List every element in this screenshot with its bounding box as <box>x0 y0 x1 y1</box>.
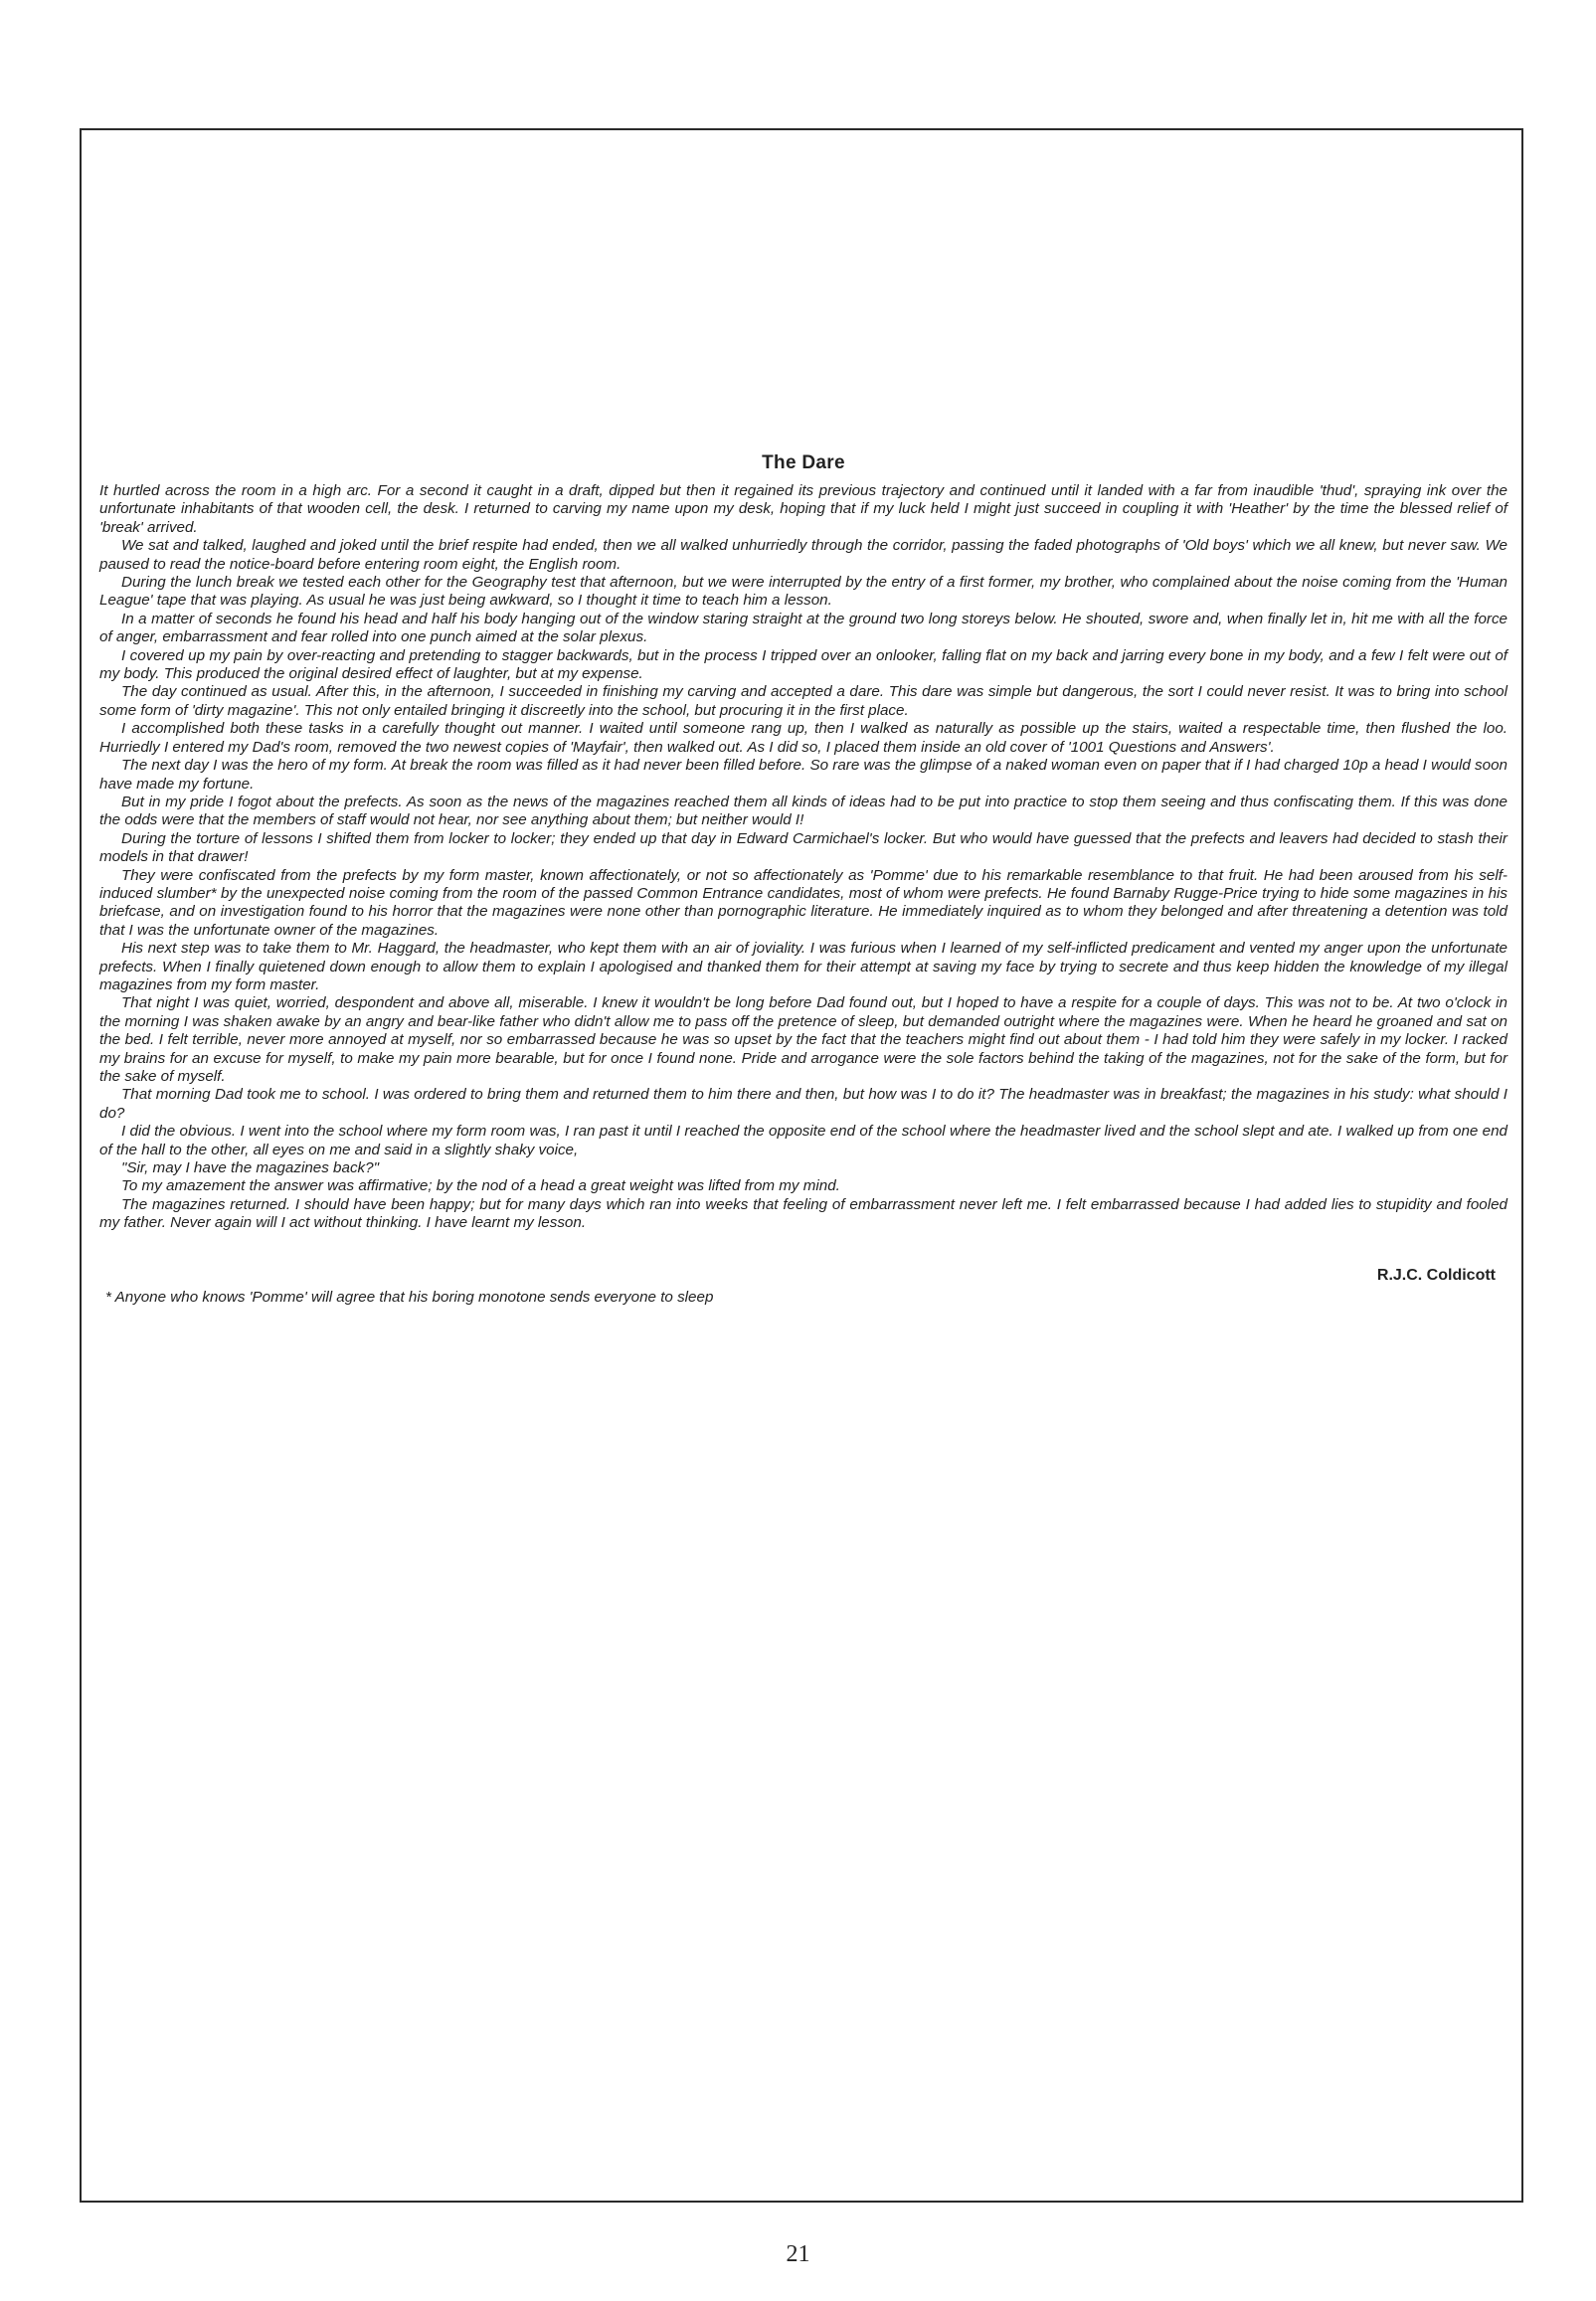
paragraph: "Sir, may I have the magazines back?" <box>121 1159 379 1177</box>
paragraph: That morning Dad took me to school. I was ordered to bring them and returned them to him there and then, but how was I to do it? The headmaster was in breakfast; the magazines in his study: what should I do? <box>99 1086 1507 1122</box>
paragraph: I accomplished both these tasks in a carefully thought out manner. I waited until someone rang up, then I walked as naturally as possible up the stairs, waited a respectable time, then flushed the loo. Hurriedly I entered my Dad's room, removed the two newest copies of 'Mayfair', then walked out. As I did so, I placed them inside an old cover of '1001 Questions and Answers'. <box>99 720 1507 756</box>
paragraph: It hurtled across the room in a high arc. For a second it caught in a draft, dipped but then it regained its previous trajectory and continued until it landed with a far from inaudible 'thud', spraying ink over the unfortunate inhabitants of that wooden cell, the desk. I returned to carving my name upon my desk, hoping that if my luck held I might just succeed in coupling it with 'Heather' by the time the blessed relief of 'break' arrived. <box>99 482 1507 536</box>
paragraph: During the torture of lessons I shifted them from locker to locker; they ended up that day in Edward Carmichael's locker. But who would have guessed that the prefects and leavers had decided to stash their models in that drawer! <box>99 829 1507 866</box>
paragraph: But in my pride I fogot about the prefects. As soon as the news of the magazines reached them all kinds of ideas had to be put into practice to stop them seeing and thus confiscating them. If this was done the odds were that the members of staff would not hear, nor see anything about them; but neither would I! <box>99 793 1507 829</box>
paragraph: I covered up my pain by over-reacting and pretending to stagger backwards, but in the process I tripped over an onlooker, falling flat on my back and jarring every bone in my body, and a few I felt were out of my body. This produced the original desired effect of laughter, but at my expense. <box>99 646 1507 683</box>
paragraph: I did the obvious. I went into the school where my form room was, I ran past it until I reached the opposite end of the school where the headmaster lived and the school slept and ate. I walked up from one end of the hall to the other, all eyes on me and said in a slightly shaky voice, <box>99 1123 1507 1158</box>
page-number: 21 <box>786 2241 810 2267</box>
paragraph: We sat and talked, laughed and joked until the brief respite had ended, then we all walked unhurriedly through the corridor, passing the faded photographs of 'Old boys' which we all knew, but never saw. We paused to read the notice-board before entering room eight, the English room. <box>99 537 1507 573</box>
paragraph: During the lunch break we tested each other for the Geography test that afternoon, but we were interrupted by the entry of a first former, my brother, who complained about the noise coming from the 'Human League' tape that was playing. As usual he was just being awkward, so I thought it time to teach him a lesson. <box>99 574 1507 610</box>
paragraph: The day continued as usual. After this, in the afternoon, I succeeded in finishing my carving and accepted a dare. This dare was simple but dangerous, the sort I could never resist. It was to bring into school some form of 'dirty magazine'. This not only entailed bringing it discreetly into the school, but procuring it in the first place. <box>99 683 1507 719</box>
article <box>99 452 1507 1306</box>
paragraph: The magazines returned. I should have been happy; but for many days which ran into weeks that feeling of embarrassment never left me. I felt embarrassed because I had added lies to stupidity and fooled my father. Never again will I act without thinking. I have learnt my lesson. <box>99 1195 1507 1232</box>
article-body <box>99 482 1507 1233</box>
author-signature: R.J.C. Coldicott <box>1376 1266 1496 1284</box>
paragraph: The next day I was the hero of my form. At break the room was filled as it had never been filled before. So rare was the glimpse of a naked woman even on paper that if I had charged 10p a head I would soon have made my fortune. <box>99 757 1507 793</box>
paragraph: They were confiscated from the prefects by my form master, known affectionately, or not so affectionately as 'Pomme' due to his remarkable resemblance to that fruit. He had been aroused from his self-induced slumber* by the unexpected noise coming from the room of the passed Common Entrance candidates, most of whom were prefects. He found Barnaby Rugge-Price trying to hide some magazines in his briefcase, and on investigation found to his horror that the magazines were none other than pornographic literature. He immediately inquired as to whom they belonged and after threatening a detention was told that I was the unfortunate owner of the magazines. <box>99 866 1507 939</box>
paragraph: That night I was quiet, worried, despondent and above all, miserable. I knew it wouldn't be long before Dad found out, but I hoped to have a respite for a couple of days. This was not to be. At two o'clock in the morning I was shaken awake by an angry and bear-like father who didn't allow me to pass off the pretence of sleep, but demanded outright where the magazines were. When he heard he groaned and sat on the bed. I felt terrible, never more annoyed at myself, nor so embarrassed because he was so upset by the fact that the teachers might find out about them - I had told him they were safely in my locker. I racked my brains for an excuse for myself, to make my pain more bearable, but for once I found none. Pride and arrogance were the sole factors behind the taking of the magazines, not for the sake of the form, but for the sake of myself. <box>99 994 1507 1085</box>
article-title: The Dare <box>762 452 845 473</box>
paragraph: To my amazement the answer was affirmative; by the nod of a head a great weight was lifted from my mind. <box>121 1177 840 1195</box>
footnote: * Anyone who knows 'Pomme' will agree that his boring monotone sends everyone to sleep <box>105 1288 714 1306</box>
paragraph: His next step was to take them to Mr. Haggard, the headmaster, who kept them with an air of joviality. I was furious when I learned of my self-inflicted predicament and vented my anger upon the unfortunate prefects. When I finally quietened down enough to allow them to explain I apologised and thanked them for their attempt at saving my face by trying to secrete and thus keep hidden the knowledge of my illegal magazines from my form master. <box>99 940 1507 993</box>
paragraph: In a matter of seconds he found his head and half his body hanging out of the window staring straight at the ground two long storeys below. He shouted, swore and, when finally let in, hit me with all the force of anger, embarrassment and fear rolled into one punch aimed at the solar plexus. <box>99 610 1507 646</box>
